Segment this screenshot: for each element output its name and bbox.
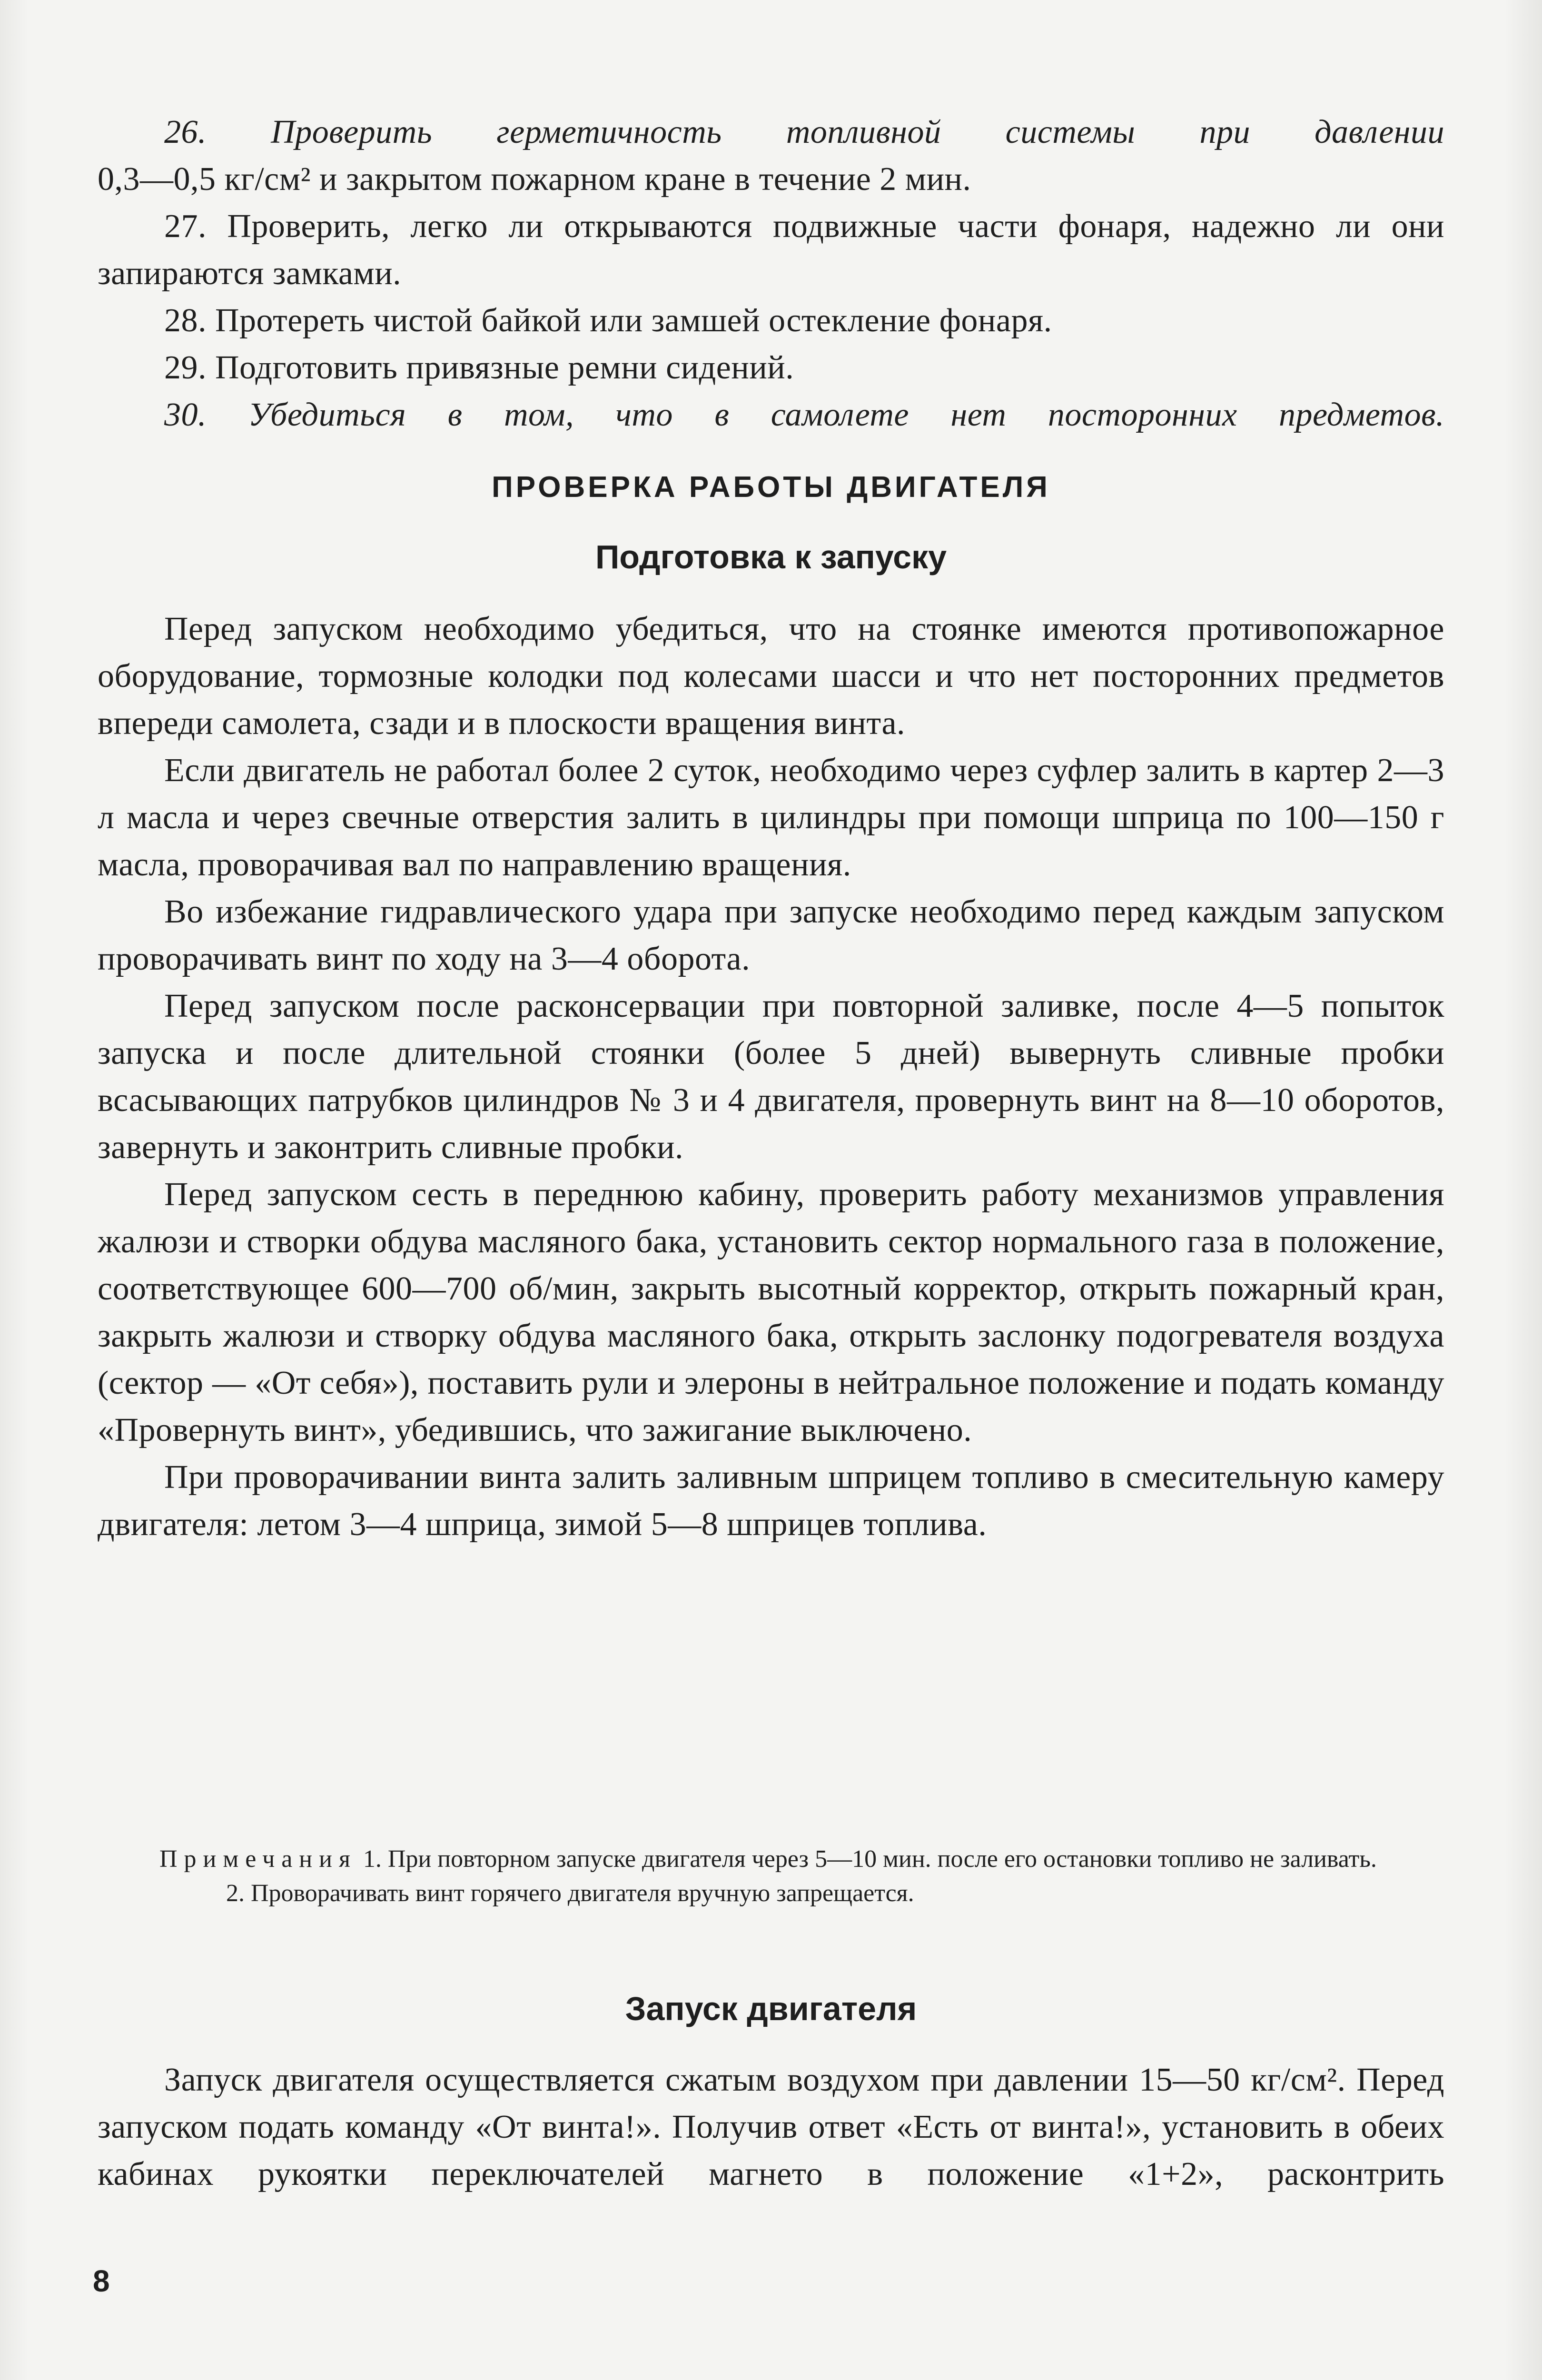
page-number: 8 [93,2264,110,2298]
paragraph-7: Запуск двигателя осуществляется сжатым воздухом при давлении 15—50 кг/см². Перед запуском подать команду «От винта!». Получив ответ «Есть от винта!», установить в обеих кабинах рукоятки переключателей магнето в положение «1+2», расконтрить [98,2062,1444,2192]
section-heading-block [98,470,1444,504]
paragraph-2: Если двигатель не работал более 2 суток, необходимо через суфлер залить в картер 2—3 л масла и через свечные отверстия залить в цилиндры при помощи шприца по 100—150 г масла, проворачивая вал по направлению вращения. [98,752,1444,883]
note-1 [159,1842,1444,1876]
start-text [98,2056,1444,2198]
paragraph-1: Перед запуском необходимо убедиться, что на стоянке имеются противопожарное оборудование, тормозные колодки под колесами шасси и что нет посторонних предметов впереди самолета, сзади и в плоскости вращения винта. [98,611,1444,742]
item-30: 30. Убедиться в том, что в самолете нет посторонних предметов. [164,397,1444,433]
item-26-line1: 26. Проверить герметичность топливной системы при давлении [164,114,1444,150]
item-28: 28. Протереть чистой байкой или замшей остекление фонаря. [164,302,1052,339]
note-2: 2. Проворачивать винт горячего двигателя вручную запрещается. [226,1880,914,1907]
item-26-line2: 0,3—0,5 кг/см² и закрытом пожарном кране в течение 2 мин. [98,161,971,198]
checklist-items [98,109,1444,438]
paragraph-5: Перед запуском сесть в переднюю кабину, проверить работу механизмов управления жалюзи и створки обдува масляного бака, установить сектор нормального газа в положение, соответствующее 600—700 об/мин, закрыть высотный корректор, открыть пожарный кран, закрыть жалюзи и створку обдува масляного бака, открыть заслонку подогревателя воздуха (сектор — «От себя»), поставить рули и элероны в нейтральное положение и подать команду «Провернуть винт», убедившись, что зажигание выключено. [98,1176,1444,1448]
preparation-text [98,605,1444,1548]
notes-label: Примечания [159,1845,357,1873]
section-title: ПРОВЕРКА РАБОТЫ ДВИГАТЕЛЯ [492,471,1050,504]
paragraph-4: Перед запуском после расконсервации при повторной заливке, после 4—5 попыток запуска и после длительной стоянки (более 5 дней) вывернуть сливные пробки всасывающих патрубков цилиндров № 3 и 4 двигателя, провернуть винт на 8—10 оборотов, завернуть и законтрить сливные пробки. [98,988,1444,1166]
subsection-title-start: Запуск двигателя [625,1990,917,2027]
paragraph-3: Во избежание гидравлического удара при запуске необходимо перед каждым запуском проворачивать винт по ходу на 3—4 оборота. [98,893,1444,977]
subsection-title-preparation: Подготовка к запуску [595,538,947,575]
subheading-block-1 [98,538,1444,576]
item-27: 27. Проверить, легко ли открываются подвижные части фонаря, надежно ли они запираются замками. [98,208,1444,292]
item-29: 29. Подготовить привязные ремни сидений. [164,349,794,386]
paragraph-6: При проворачивании винта залить заливным шприцем топливо в смесительную камеру двигателя: летом 3—4 шприца, зимой 5—8 шприцев топлива. [98,1459,1444,1543]
note-1-text: 1. При повторном запуске двигателя через 5—10 мин. после его остановки топливо не заливать. [363,1845,1377,1873]
notes-block [159,1842,1444,1911]
subheading-block-2 [98,1990,1444,2028]
